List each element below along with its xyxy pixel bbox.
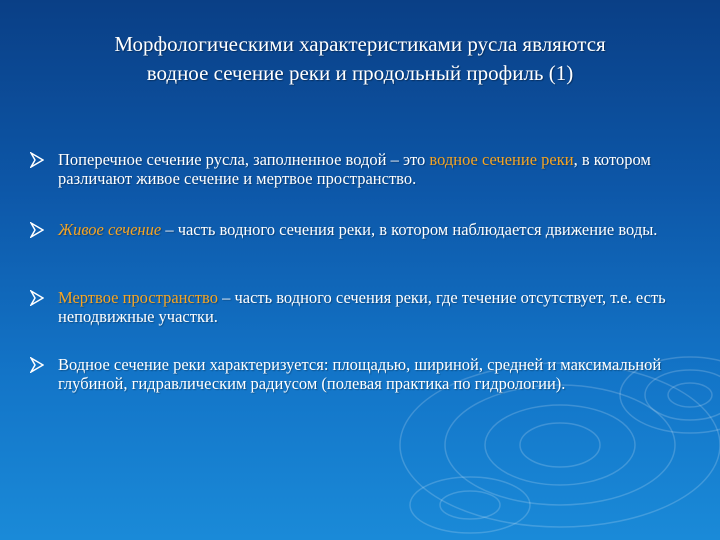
bullet-text-4	[58, 355, 680, 393]
arrowhead-bullet-icon	[30, 357, 44, 373]
bullet-4-text-a: Водное сечение реки характеризуется: площадью, шириной, средней и максимальной глубиной, гидравлическим радиусом (полевая практика по гидрологии).	[58, 355, 662, 393]
bullet-item-4	[30, 355, 680, 393]
bullet-item-1	[30, 150, 680, 188]
term-dead-space: Мертвое пространство	[58, 288, 218, 307]
bullet-text-3	[58, 288, 680, 326]
bullet-1-text-a: Поперечное сечение русла, заполненное водой – это	[58, 150, 430, 169]
title-line-1: Морфологическими характеристиками русла являются	[114, 32, 606, 56]
arrowhead-bullet-icon	[30, 152, 44, 168]
arrowhead-bullet-icon	[30, 290, 44, 306]
term-water-section: водное сечение реки	[429, 150, 574, 169]
bullet-item-3	[30, 288, 680, 326]
bullet-3-text-b: – часть водного сечения реки, где течение отсутствует, т.е. есть неподвижные участки.	[58, 288, 666, 326]
slide-title	[40, 30, 680, 88]
arrowhead-bullet-icon	[30, 222, 44, 238]
bullet-text-1	[58, 150, 680, 188]
bullet-text-2	[58, 220, 680, 239]
bullet-2-text-b: – часть водного сечения реки, в котором наблюдается движение воды.	[161, 220, 658, 239]
term-live-section: Живое сечение	[58, 220, 162, 239]
title-line-2: водное сечение реки и продольный профиль (1)	[146, 61, 574, 85]
bullet-1-text-b: , в котором различают живое сечение и мертвое пространство.	[58, 150, 651, 188]
bullet-item-2	[30, 220, 680, 239]
